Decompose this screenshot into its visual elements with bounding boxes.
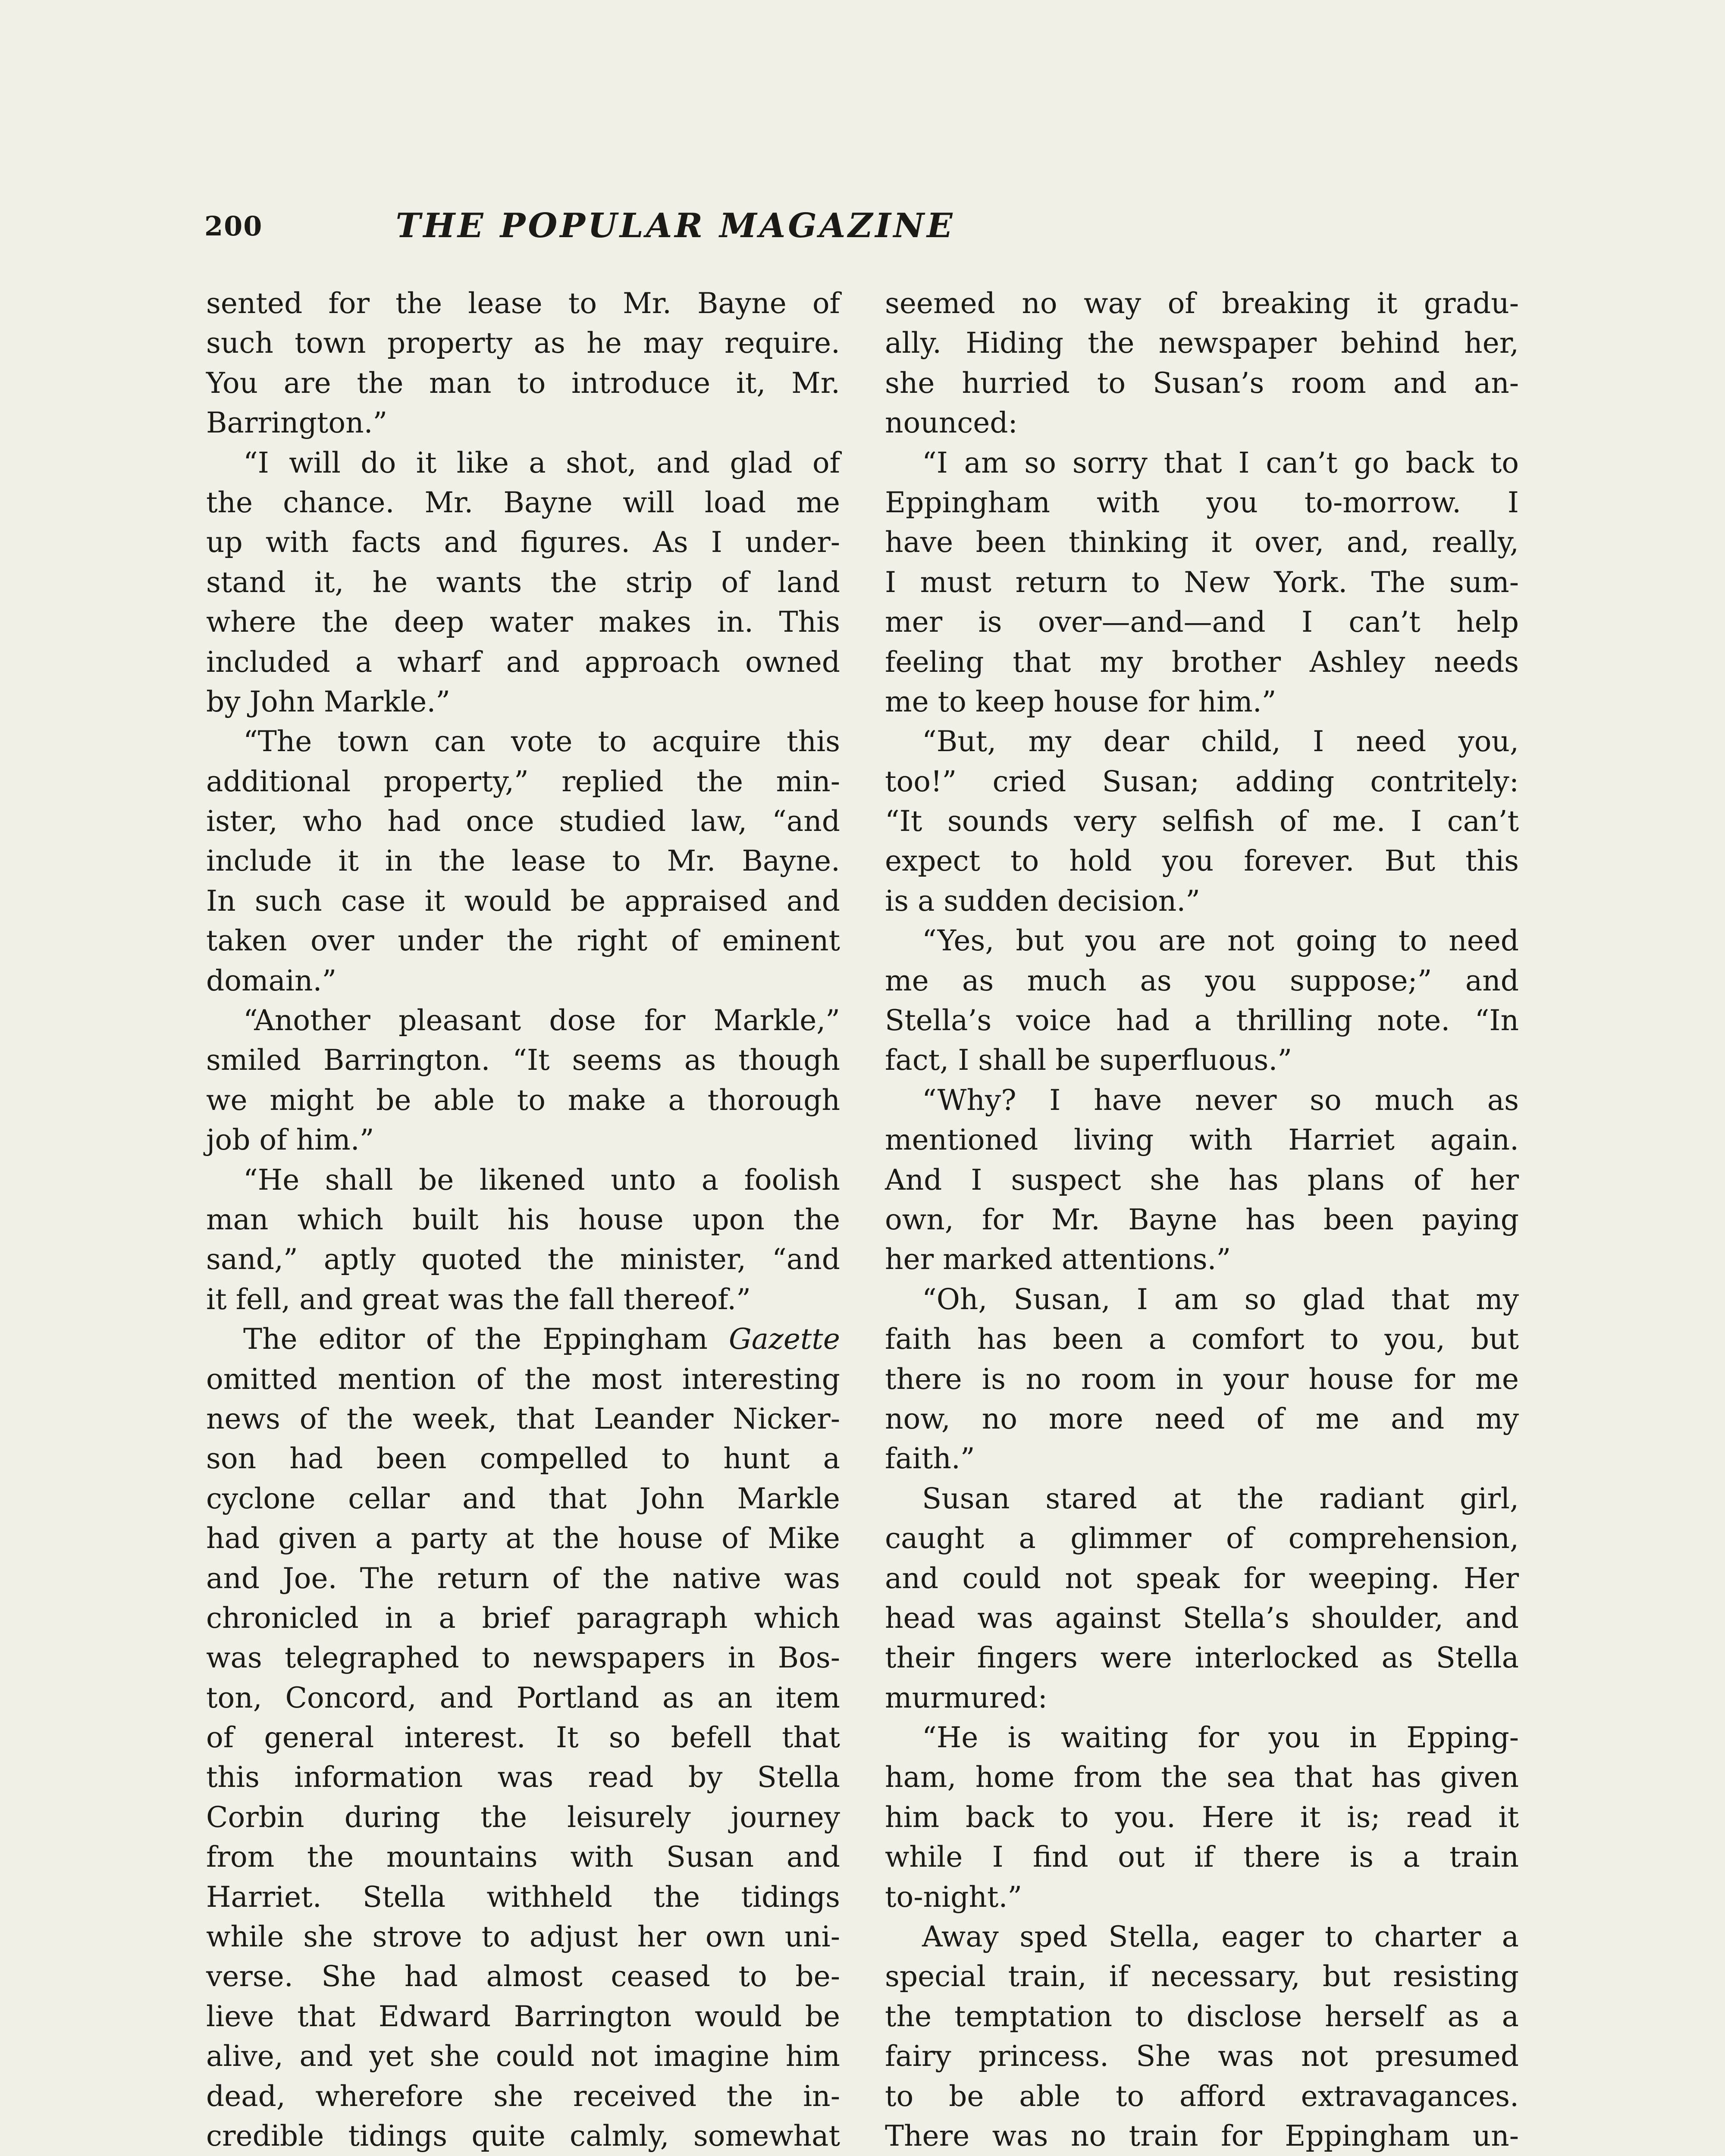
text-line: her marked attentions.”	[885, 1243, 1231, 1276]
text-line: expect to hold you forever. But this	[885, 844, 1519, 878]
text-line: included a wharf and approach owned	[206, 645, 840, 679]
text-line: it fell, and great was the fall thereof.”	[206, 1282, 751, 1316]
text-line: taken over under the right of eminent	[206, 924, 840, 958]
text-line: we might be able to make a thorough	[206, 1083, 840, 1117]
text-line: faith.”	[885, 1442, 975, 1476]
text-line: and could not speak for weeping. Her	[885, 1561, 1519, 1595]
text-line: stand it, he wants the strip of land	[206, 565, 840, 599]
text-line: murmured:	[885, 1681, 1048, 1714]
text-line: “He is waiting for you in Epping-	[922, 1721, 1519, 1755]
text-line: Harriet. Stella withheld the tidings	[206, 1880, 840, 1914]
text-line: “Yes, but you are not going to need	[922, 924, 1519, 958]
italic-title: Gazette	[728, 1322, 840, 1356]
text-line: their fingers were interlocked as Stella	[885, 1641, 1519, 1675]
text-line: me to keep house for him.”	[885, 685, 1276, 718]
text-line: There was no train for Eppingham un-	[885, 2119, 1519, 2153]
text-line: such town property as he may require.	[206, 326, 840, 360]
text-line: Away sped Stella, eager to charter a	[922, 1920, 1519, 1954]
text-line: “Another pleasant dose for Markle,”	[243, 1004, 840, 1037]
text-line: cyclone cellar and that John Markle	[206, 1482, 840, 1515]
text-line: from the mountains with Susan and	[206, 1840, 840, 1874]
text-line: to be able to afford extravagances.	[885, 2079, 1519, 2113]
text-line: Susan stared at the radiant girl,	[922, 1482, 1519, 1515]
text-line: I must return to New York. The sum-	[885, 565, 1519, 599]
text-line: this information was read by Stella	[206, 1761, 840, 1794]
text-line: mer is over—and—and I can’t help	[885, 605, 1519, 639]
text-line: by John Markle.”	[206, 685, 451, 718]
running-title: THE POPULAR MAGAZINE	[395, 206, 955, 245]
text-line: “I will do it like a shot, and glad of	[243, 446, 840, 479]
text-line: You are the man to introduce it, Mr.	[206, 366, 840, 400]
text-line: him back to you. Here it is; read it	[885, 1800, 1519, 1834]
text-line: omitted mention of the most interesting	[206, 1362, 840, 1396]
text-line: ton, Concord, and Portland as an item	[206, 1681, 840, 1714]
text-line: “It sounds very selfish of me. I can’t	[885, 805, 1519, 838]
text-line: the temptation to disclose herself as a	[885, 1999, 1519, 2033]
text-line: have been thinking it over, and, really,	[885, 526, 1519, 559]
text-line: The editor of the Eppingham Gazette	[243, 1322, 840, 1356]
text-line: man which built his house upon the	[206, 1203, 840, 1236]
text-line: had given a party at the house of Mike	[206, 1522, 840, 1555]
text-line: dead, wherefore she received the in-	[206, 2079, 840, 2113]
text-line: alive, and yet she could not imagine him	[206, 2040, 840, 2073]
text-line: son had been compelled to hunt a	[206, 1442, 840, 1476]
text-line: lieve that Edward Barrington would be	[206, 1999, 840, 2033]
text-line: me as much as you suppose;” and	[885, 964, 1519, 997]
text-line: now, no more need of me and my	[885, 1402, 1519, 1435]
text-line: “Oh, Susan, I am so glad that my	[922, 1282, 1519, 1316]
text-line: credible tidings quite calmly, somewhat	[206, 2119, 840, 2153]
text-line: to-night.”	[885, 1880, 1022, 1914]
text-line: Corbin during the leisurely journey	[206, 1800, 840, 1834]
text-line: feeling that my brother Ashley needs	[885, 645, 1519, 679]
text-column-right	[885, 284, 1519, 2156]
text-line: “Why? I have never so much as	[922, 1083, 1519, 1117]
text-line: and Joe. The return of the native was	[206, 1561, 840, 1595]
text-line: faith has been a comfort to you, but	[885, 1322, 1519, 1356]
text-line: caught a glimmer of comprehension,	[885, 1522, 1519, 1555]
text-line: smiled Barrington. “It seems as though	[206, 1044, 840, 1077]
text-line: special train, if necessary, but resisting	[885, 1960, 1519, 1993]
text-line: Barrington.”	[206, 406, 388, 440]
text-line: include it in the lease to Mr. Bayne.	[206, 844, 840, 878]
text-line: “I am so sorry that I can’t go back to	[922, 446, 1519, 479]
text-line: Eppingham with you to-morrow. I	[885, 486, 1519, 519]
text-line: mentioned living with Harriet again.	[885, 1123, 1519, 1157]
text-line: job of him.”	[206, 1123, 374, 1157]
text-line: seemed no way of breaking it gradu-	[885, 287, 1519, 320]
text-line: ally. Hiding the newspaper behind her,	[885, 326, 1519, 360]
text-line: additional property,” replied the min-	[206, 765, 840, 798]
page-number: 200	[204, 210, 263, 242]
text-line: fact, I shall be superfluous.”	[885, 1044, 1292, 1077]
text-line: own, for Mr. Bayne has been paying	[885, 1203, 1519, 1236]
text-line: sented for the lease to Mr. Bayne of	[206, 287, 840, 320]
text-line: chronicled in a brief paragraph which	[206, 1601, 840, 1635]
text-line: was telegraphed to newspapers in Bos-	[206, 1641, 840, 1675]
text-line: domain.”	[206, 964, 337, 997]
text-line: while she strove to adjust her own uni-	[206, 1920, 840, 1954]
text-line: where the deep water makes in. This	[206, 605, 840, 639]
text-line: is a sudden decision.”	[885, 884, 1201, 918]
text-line: ister, who had once studied law, “and	[206, 805, 840, 838]
text-line: head was against Stella’s shoulder, and	[885, 1601, 1519, 1635]
text-line: nounced:	[885, 406, 1018, 440]
text-line: And I suspect she has plans of her	[885, 1163, 1519, 1197]
text-line: fairy princess. She was not presumed	[885, 2040, 1519, 2073]
text-line: up with facts and figures. As I under-	[206, 526, 840, 559]
text-line: there is no room in your house for me	[885, 1362, 1519, 1396]
text-line: the chance. Mr. Bayne will load me	[206, 486, 840, 519]
text-line: Stella’s voice had a thrilling note. “In	[885, 1004, 1519, 1037]
text-line: too!” cried Susan; adding contritely:	[885, 765, 1519, 798]
text-line: ham, home from the sea that has given	[885, 1761, 1519, 1794]
text-column-left	[206, 284, 840, 2156]
text-line: she hurried to Susan’s room and an-	[885, 366, 1519, 400]
text-line: sand,” aptly quoted the minister, “and	[206, 1243, 840, 1276]
page-header	[204, 206, 1146, 258]
text-line: verse. She had almost ceased to be-	[206, 1960, 840, 1993]
text-line: “The town can vote to acquire this	[243, 725, 840, 758]
text-line: of general interest. It so befell that	[206, 1721, 840, 1755]
text-line: “But, my dear child, I need you,	[922, 725, 1519, 758]
text-line: while I find out if there is a train	[885, 1840, 1519, 1874]
text-line: “He shall be likened unto a foolish	[243, 1163, 840, 1197]
text-line: news of the week, that Leander Nicker-	[206, 1402, 840, 1435]
text-line: In such case it would be appraised and	[206, 884, 840, 918]
